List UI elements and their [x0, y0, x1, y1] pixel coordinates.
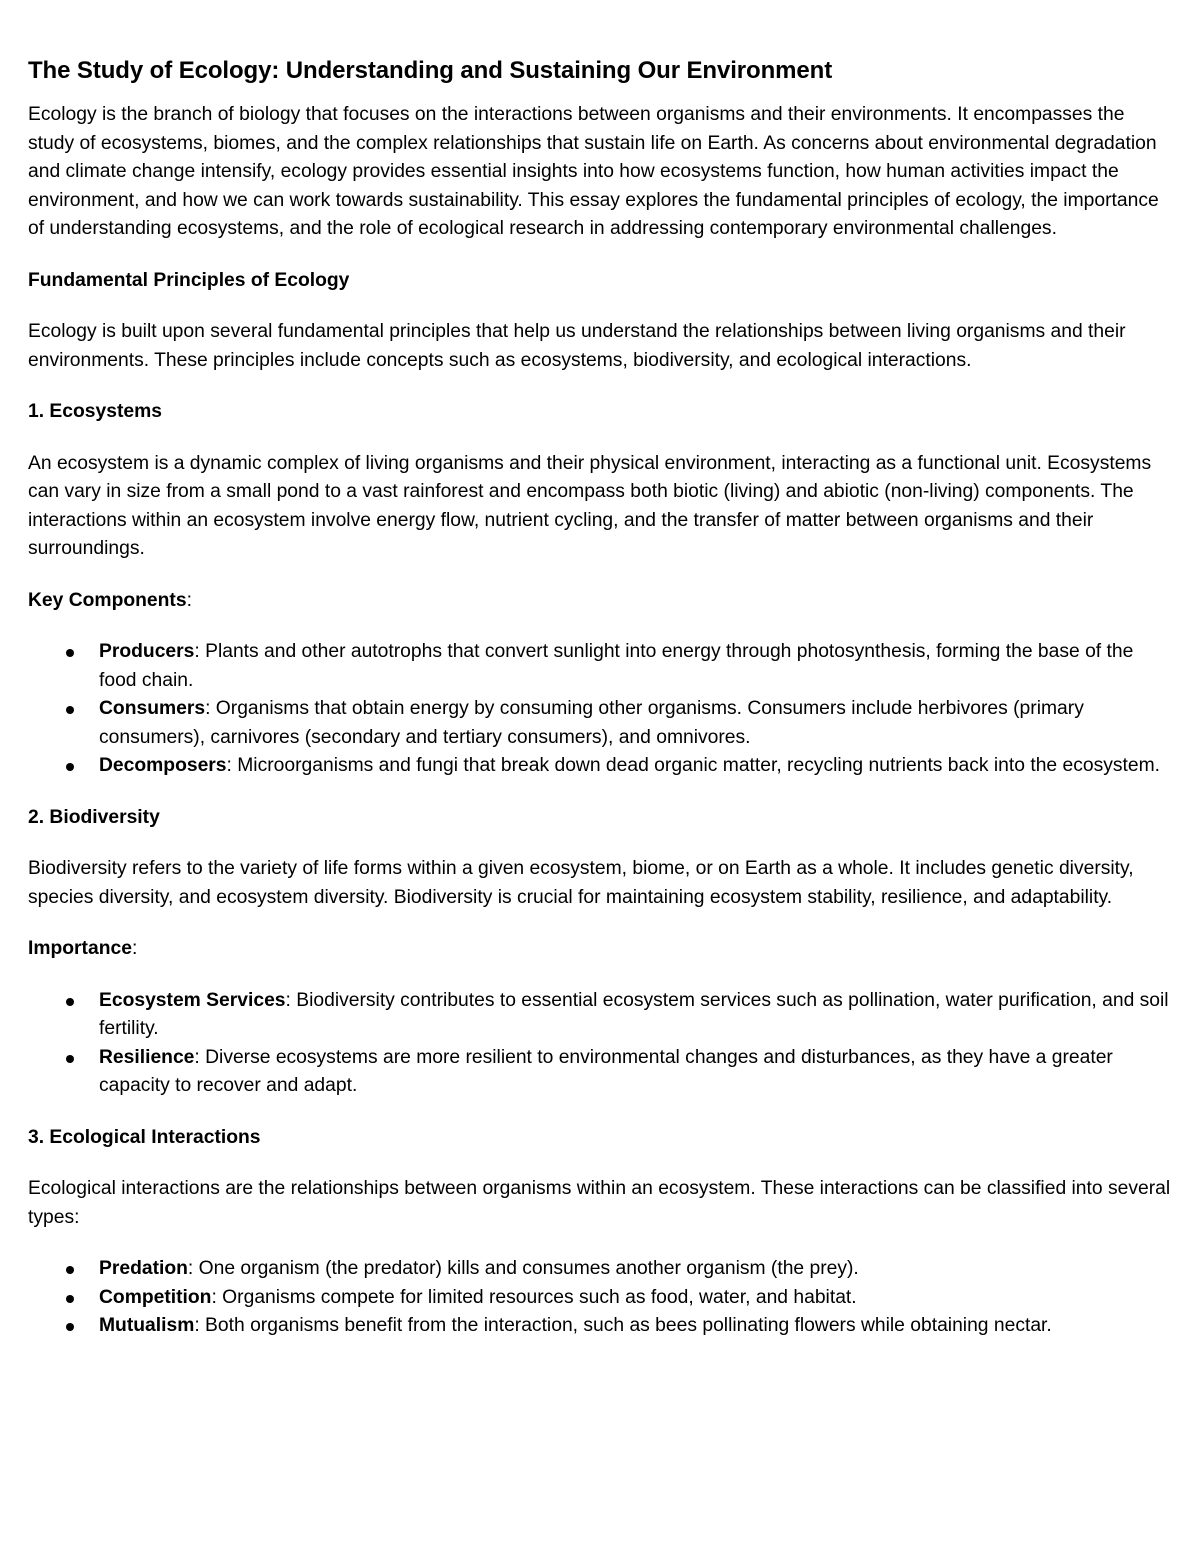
ecosystems-paragraph: An ecosystem is a dynamic complex of living organisms and their physical environment, interacting as a functional unit. Ecosystems can vary in size from a small pond to a vast rainforest and encompass both biotic (living) and abiotic (non-living) components. The interactions within an ecosystem involve energy flow, nutrient cycling, and the transfer of matter between organisms and their surroundings.: [28, 452, 1152, 559]
importance-list: [28, 987, 1173, 1101]
biodiversity-paragraph: Biodiversity refers to the variety of life forms within a given ecosystem, biome, or on Earth as a whole. It includes genetic diversity, species diversity, and ecosystem diversity. Biodiversity is crucial for maintaining ecosystem stability, resilience, and adaptability.: [28, 858, 1134, 908]
bullet-icon: [66, 1295, 74, 1303]
principles-paragraph: Ecology is built upon several fundamental principles that help us understand the relationships between living organisms and their environments. These principles include concepts such as ecosystems, biodiversity, and ecological interactions.: [28, 321, 1126, 371]
list-item: Decomposers: Microorganisms and fungi that break down dead organic matter, recycling nutrients back into the ecosystem.: [28, 752, 1173, 781]
key-components-label: Key Components:: [28, 589, 192, 611]
interaction-types-list: [28, 1255, 1173, 1341]
interactions-paragraph: Ecological interactions are the relationships between organisms within an ecosystem. These interactions can be classified into several types:: [28, 1178, 1171, 1228]
list-item: Consumers: Organisms that obtain energy by consuming other organisms. Consumers include herbivores (primary consumers), carnivores (secondary and tertiary consumers), and omnivores.: [28, 695, 1173, 752]
ecosystems-heading: 1. Ecosystems: [28, 401, 162, 422]
list-item: Ecosystem Services: Biodiversity contributes to essential ecosystem services such as pollination, water purification, and soil fertility.: [28, 987, 1173, 1044]
list-item: Predation: One organism (the predator) kills and consumes another organism (the prey).: [28, 1255, 1173, 1284]
principles-heading: Fundamental Principles of Ecology: [28, 269, 350, 291]
key-components-list: [28, 638, 1173, 781]
list-item: Mutualism: Both organisms benefit from the interaction, such as bees pollinating flowers while obtaining nectar.: [28, 1312, 1173, 1341]
document-page: [28, 55, 1173, 1364]
bullet-icon: [66, 649, 74, 657]
bullet-icon: [66, 1055, 74, 1063]
list-item: Resilience: Diverse ecosystems are more resilient to environmental changes and disturbances, as they have a greater capacity to recover and adapt.: [28, 1044, 1173, 1101]
bullet-icon: [66, 1323, 74, 1331]
bullet-icon: [66, 706, 74, 714]
interactions-heading: 3. Ecological Interactions: [28, 1126, 261, 1148]
intro-paragraph: Ecology is the branch of biology that focuses on the interactions between organisms and their environments. It encompasses the study of ecosystems, biomes, and the complex relationships that sustain life on Earth. As concerns about environmental degradation and climate change intensify, ecology provides essential insights into how ecosystems function, how human activities impact the environment, and how we can work towards sustainability. This essay explores the fundamental principles of ecology, the importance of understanding ecosystems, and the role of ecological research in addressing contemporary environmental challenges.: [28, 104, 1159, 239]
biodiversity-heading: 2. Biodiversity: [28, 806, 160, 828]
bullet-icon: [66, 763, 74, 771]
list-item: Competition: Organisms compete for limited resources such as food, water, and habitat.: [28, 1284, 1173, 1313]
document-title: The Study of Ecology: Understanding and Sustaining Our Environment: [28, 57, 833, 84]
bullet-icon: [66, 1266, 74, 1274]
importance-label: Importance:: [28, 938, 138, 959]
list-item: Producers: Plants and other autotrophs that convert sunlight into energy through photosynthesis, forming the base of the food chain.: [28, 638, 1173, 695]
bullet-icon: [66, 998, 74, 1006]
